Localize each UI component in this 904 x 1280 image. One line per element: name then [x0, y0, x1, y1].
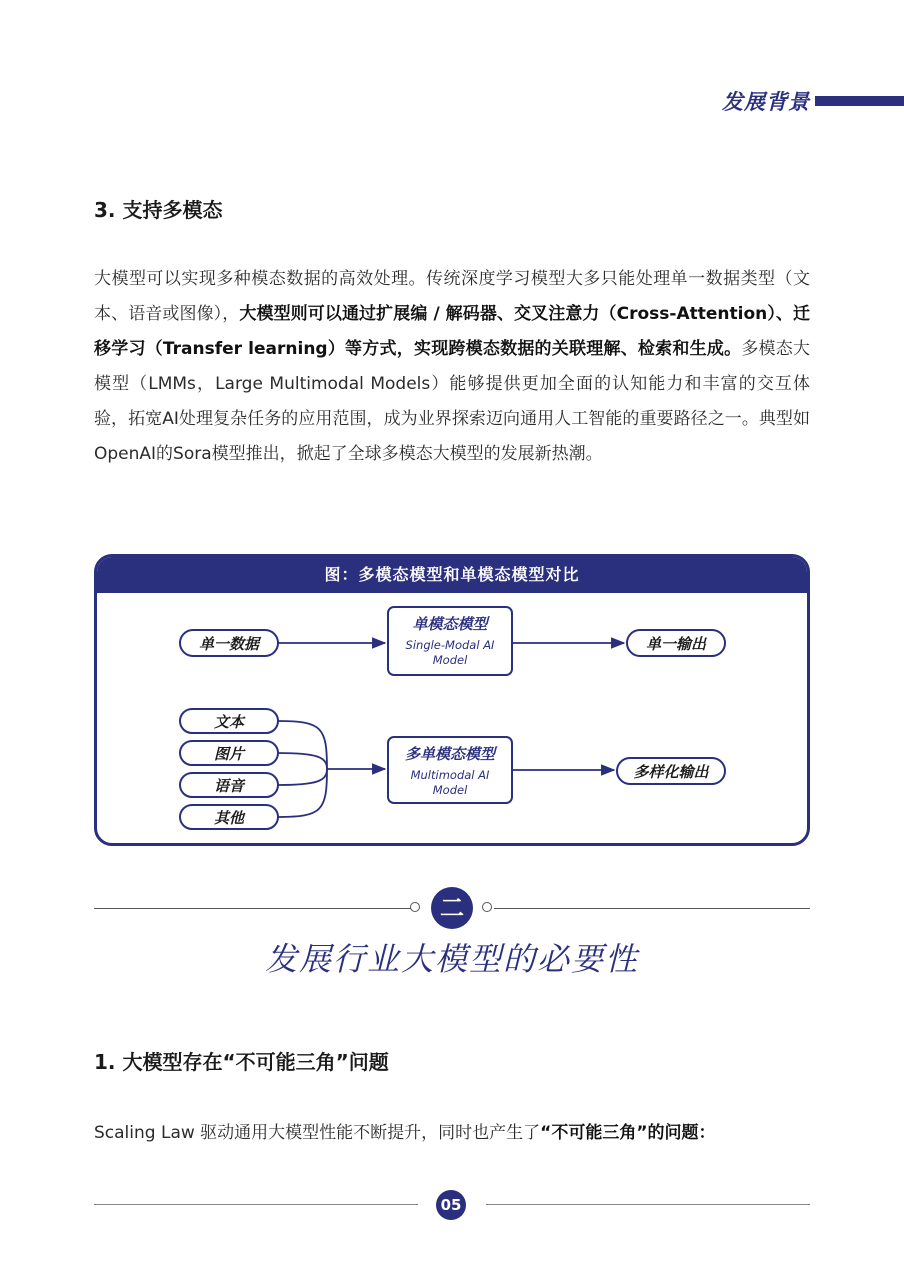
section-3-heading: 3. 支持多模态: [94, 198, 223, 222]
page-number: 05: [436, 1190, 466, 1220]
single-output-label: 单一输出: [645, 635, 707, 653]
chapter-divider-ring-left: [410, 902, 420, 912]
paragraph-run-bold: 大模型则可以通过扩展编 / 解码器、交叉注意力（Cross-Attention）、迁移学习（Transfer learning）等方式，实现跨模态数据的关联理解、检索和生成。: [94, 304, 811, 359]
single-input-label: 单一数据: [198, 635, 260, 653]
multi-model-title: 多单模态模型: [404, 745, 496, 763]
chapter-number-badge: 二: [431, 887, 473, 929]
single-model-subtitle: Single-Modal AI: [405, 638, 495, 652]
merge-connector: [278, 769, 327, 817]
single-model-title: 单模态模型: [412, 615, 488, 633]
multi-output-label: 多样化输出: [633, 763, 709, 781]
footer-line-left: [94, 1204, 418, 1205]
chapter-divider-ring-right: [482, 902, 492, 912]
paragraph-run: Scaling Law 驱动通用大模型性能不断提升，同时也产生了: [94, 1123, 541, 1143]
paragraph-run-bold: “不可能三角”的问题：: [540, 1123, 716, 1143]
paragraph-run: 多模态大模型（LMMs，Large Multimodal Models）能够提供更加全面的认知能力和丰富的交互体验，拓宽AI处理复杂任务的应用范围，成为业界探索迈向通用人工智能的重要路径之一。典型如OpenAI的Sora模型推出，掀起了全球多模态大模型的发展新热潮。: [94, 339, 810, 464]
comparison-figure: [94, 554, 810, 846]
figure-diagram: [97, 557, 807, 843]
multi-model-subtitle: Multimodal AI: [410, 768, 490, 782]
merge-connector: [278, 721, 327, 769]
merge-connector: [278, 769, 327, 785]
chapter-divider-right: [494, 908, 810, 909]
footer-line-right: [486, 1204, 810, 1205]
multi-model-subtitle-2: Model: [432, 783, 468, 797]
section-1-heading: 1. 大模型存在“不可能三角”问题: [94, 1050, 389, 1074]
multi-input-label: 图片: [213, 745, 245, 763]
multi-input-label: 其他: [213, 809, 245, 827]
paragraph-run: 大模型可以实现多种模态数据的高效处理。传统深度学习模型大多只能处理单一数据类型（文本、语音或图像），: [94, 269, 810, 324]
single-model-subtitle-2: Model: [432, 653, 468, 667]
merge-connector: [278, 753, 327, 769]
multi-input-label: 文本: [213, 713, 245, 731]
multi-input-label: 语音: [213, 777, 245, 795]
section-1-paragraph: [94, 1116, 810, 1151]
chapter-title: 发展行业大模型的必要性: [264, 940, 639, 978]
figure-title: 图：多模态模型和单模态模型对比: [97, 557, 807, 593]
section-3-paragraph: [94, 262, 810, 472]
chapter-divider-left: [94, 908, 412, 909]
header-section-label: 发展背景: [722, 90, 810, 114]
header-accent-bar: [815, 96, 904, 106]
